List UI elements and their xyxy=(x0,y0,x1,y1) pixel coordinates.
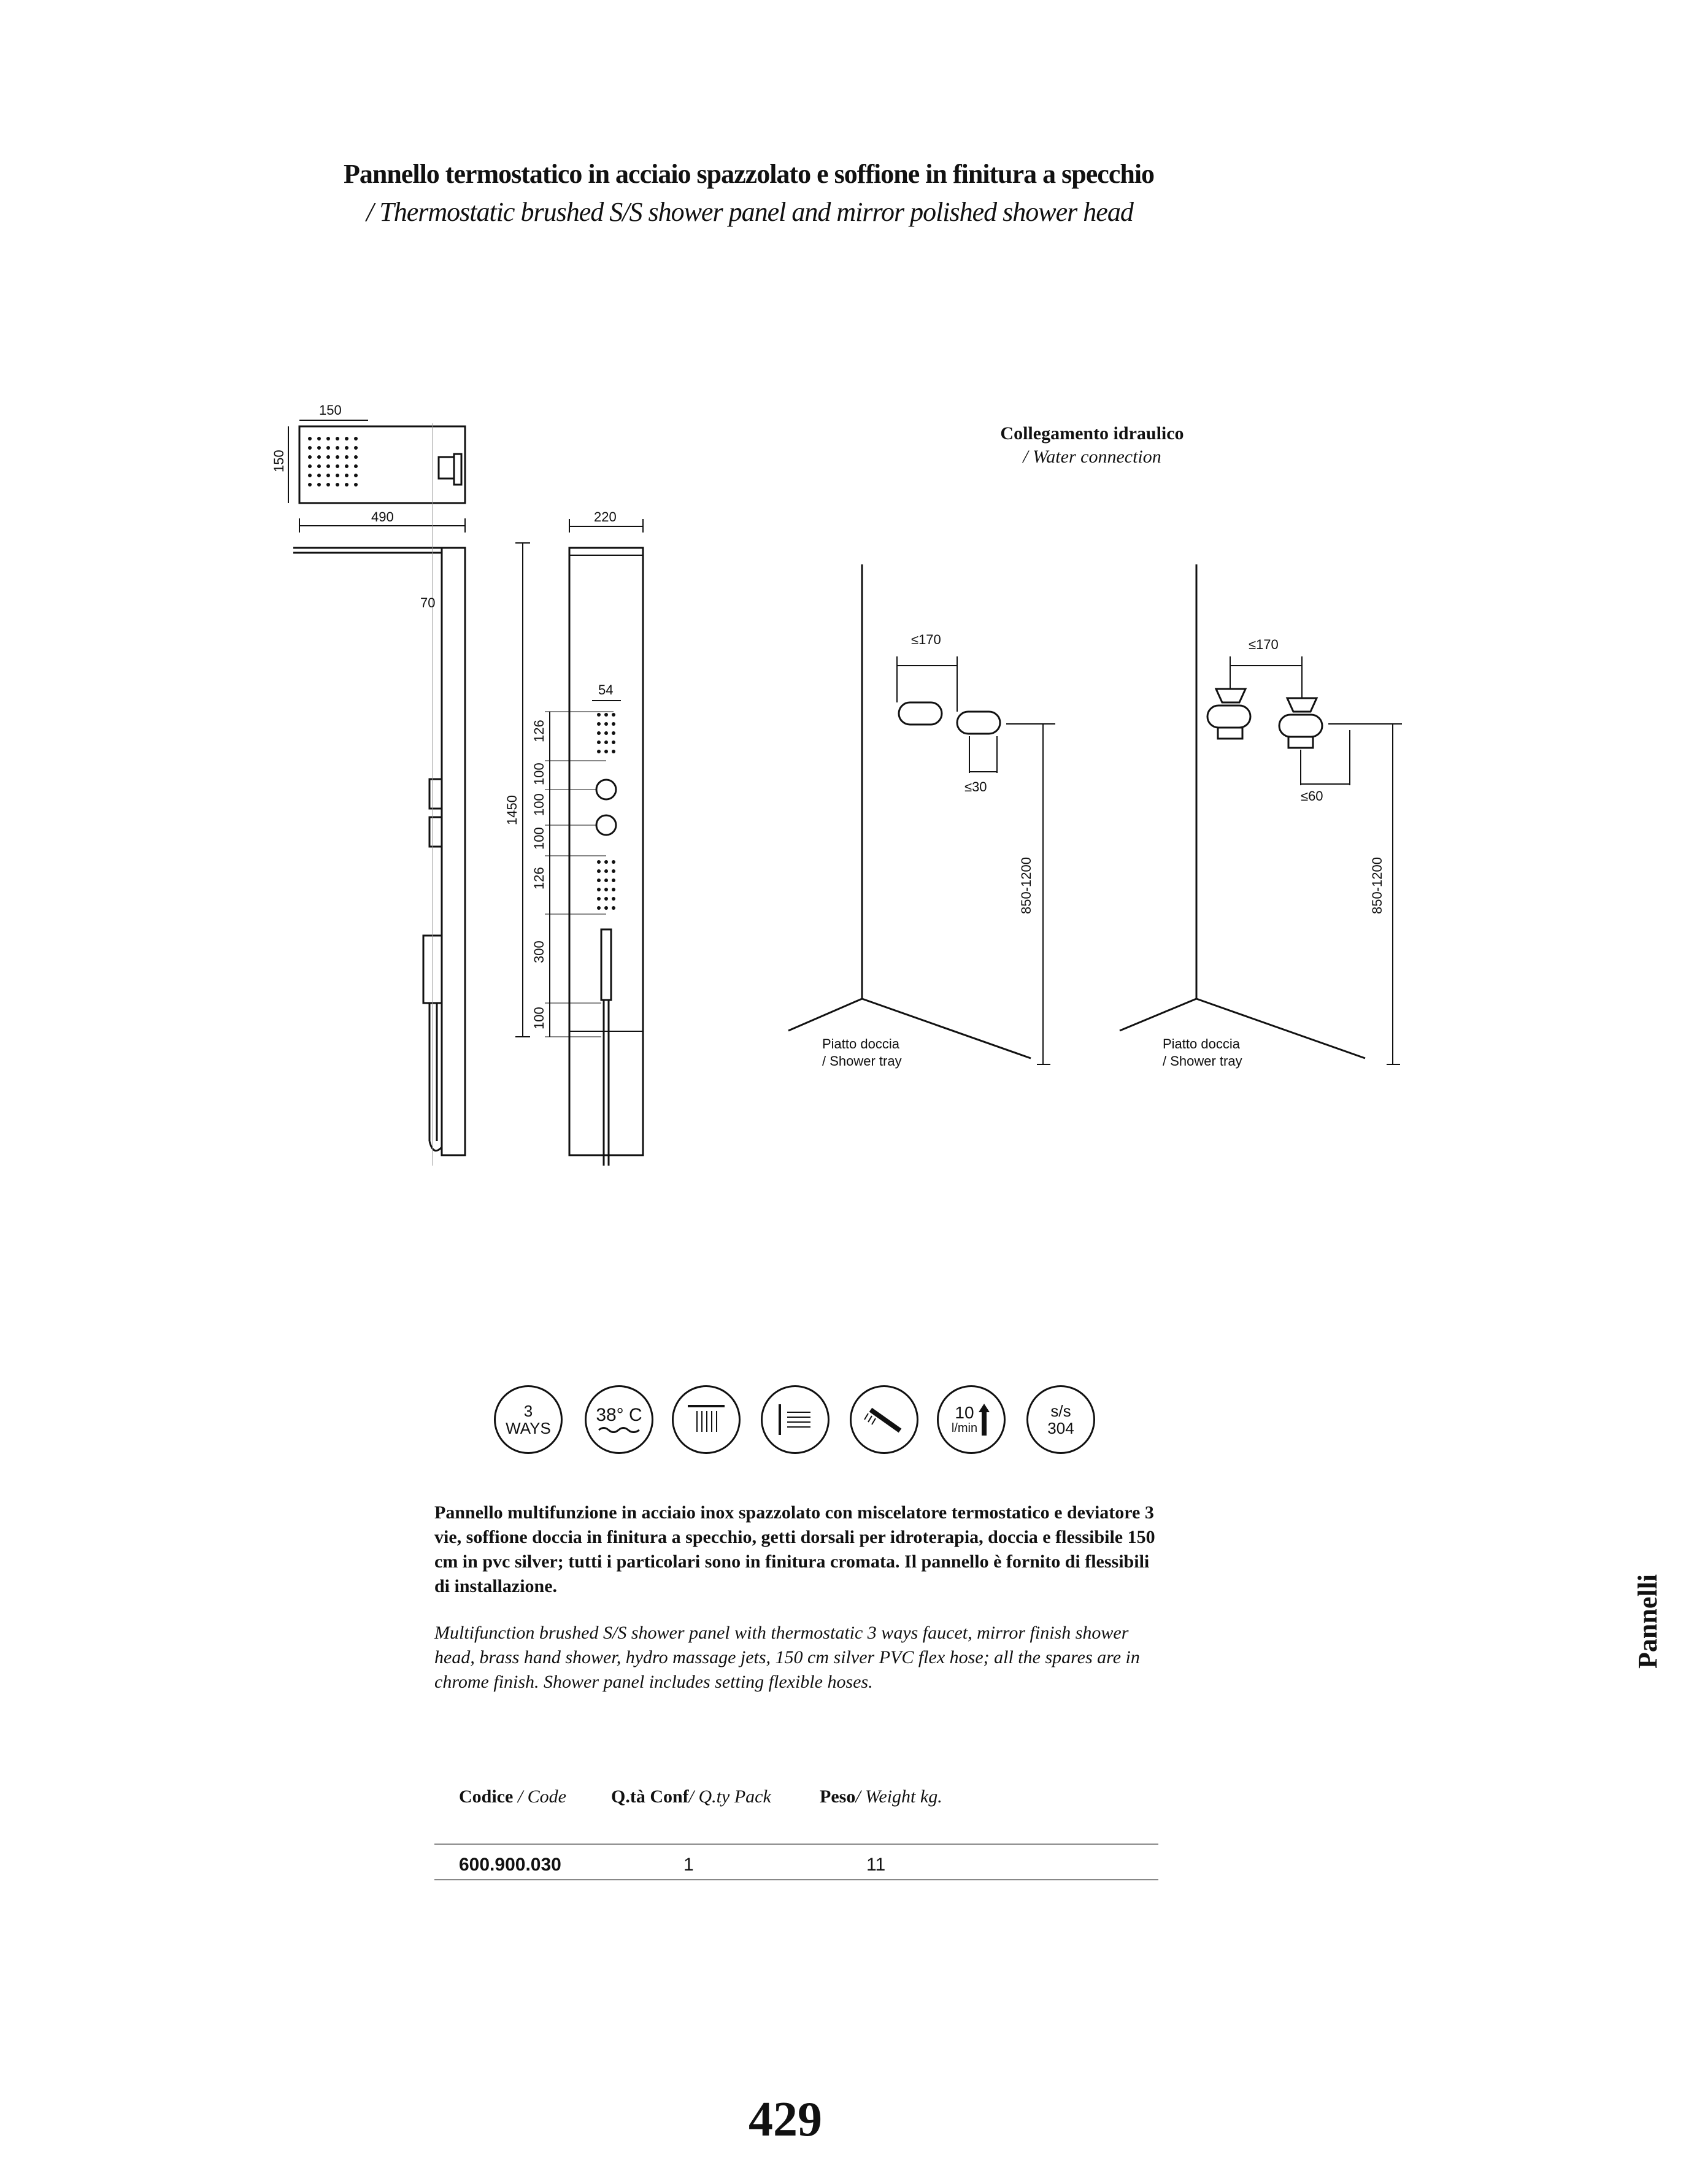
wc-left-spacing: ≤170 xyxy=(911,632,941,647)
wc-right-spacing: ≤170 xyxy=(1249,637,1279,652)
dim-seg2: 100 xyxy=(531,763,547,785)
water-connection-title-en: / Water connection xyxy=(1023,447,1161,467)
row-weight: 11 xyxy=(866,1855,886,1875)
section-side-label: Pannelli xyxy=(1633,1574,1663,1669)
3-ways-icon xyxy=(494,1385,563,1454)
icon-3ways-number: 3 xyxy=(523,1402,533,1420)
body-jets-icon xyxy=(761,1385,830,1454)
dim-seg5: 126 xyxy=(531,867,547,890)
header-code: Codice / Code xyxy=(459,1786,566,1807)
dim-seg3: 100 xyxy=(531,793,547,816)
description-en: Multifunction brushed S/S shower panel with thermostatic 3 ways faucet, mirror finish shower head, brass hand shower, hydro massage jets, 150 cm silver PVC flex hose; all the spares are in chrome finish. Shower panel includes setting flexible hoses. xyxy=(434,1623,1140,1692)
tray-label-en: / Shower tray xyxy=(1163,1053,1242,1069)
tray-label-en: / Shower tray xyxy=(822,1053,902,1069)
rain-shower-head-icon xyxy=(672,1385,741,1454)
page-title: Pannello termostatico in acciaio spazzolato e soffione in finitura a specchio xyxy=(344,159,1155,189)
dim-head-length: 490 xyxy=(371,509,394,525)
header-qty: Q.tà Conf/ Q.ty Pack xyxy=(611,1786,771,1807)
page-number: 429 xyxy=(749,2093,822,2147)
shower-tray-label-left xyxy=(822,1036,902,1070)
header-weight: Peso/ Weight kg. xyxy=(820,1786,942,1807)
table-rule-bottom xyxy=(434,1879,1158,1880)
dim-total-height: 1450 xyxy=(504,795,520,825)
dim-jets-width: 54 xyxy=(598,682,614,698)
wc-right-height: 850-1200 xyxy=(1369,857,1385,914)
dim-panel-width: 220 xyxy=(594,509,617,525)
icon-3ways-label: WAYS xyxy=(506,1419,551,1437)
description-it: Pannello multifunzione in acciaio inox spazzolato con miscelatore termostatico e deviatore 3 vie, soffione doccia in finitura a specchio, getti dorsali per idroterapia, doccia e flessibile 150 cm in pvc silver; tutti i particolari sono in finitura cromata. Il pannello è fornito di flessibili di installazione. xyxy=(434,1502,1155,1596)
wc-right-projection: ≤60 xyxy=(1301,788,1323,804)
dim-seg1: 126 xyxy=(531,720,547,742)
dim-panel-depth: 70 xyxy=(420,595,436,610)
dim-seg6: 300 xyxy=(531,940,547,963)
icon-flow-number: 10 xyxy=(955,1403,974,1422)
tray-label-it: Piatto doccia xyxy=(1163,1036,1240,1052)
row-code: 600.900.030 xyxy=(459,1855,561,1875)
shower-tray-label-right xyxy=(1163,1036,1242,1070)
page-subtitle: / Thermostatic brushed S/S shower panel and mirror polished shower head xyxy=(366,197,1133,227)
row-qty: 1 xyxy=(683,1855,694,1875)
water-connection-title xyxy=(982,423,1203,467)
hand-shower-icon xyxy=(850,1385,918,1454)
icon-ss-grade: 304 xyxy=(1047,1419,1074,1437)
feature-icons xyxy=(494,1385,1114,1459)
flow-rate-icon xyxy=(937,1385,1006,1454)
dim-top-depth: 150 xyxy=(271,450,287,472)
wc-left-height: 850-1200 xyxy=(1018,857,1034,914)
dim-seg7: 100 xyxy=(531,1007,547,1029)
wc-left-projection: ≤30 xyxy=(964,779,987,794)
dim-seg4: 100 xyxy=(531,827,547,850)
icon-flow-unit: l/min xyxy=(951,1421,978,1435)
table-rule-top xyxy=(434,1844,1158,1845)
icon-ss-label: s/s xyxy=(1050,1402,1071,1420)
tray-label-it: Piatto doccia xyxy=(822,1036,899,1052)
thermostatic-38c-icon xyxy=(585,1385,653,1454)
stainless-steel-304-icon xyxy=(1026,1385,1095,1454)
icon-38c-label: 38° C xyxy=(596,1405,642,1425)
water-connection-title-it: Collegamento idraulico xyxy=(1000,423,1184,444)
dim-top-width: 150 xyxy=(319,402,342,418)
